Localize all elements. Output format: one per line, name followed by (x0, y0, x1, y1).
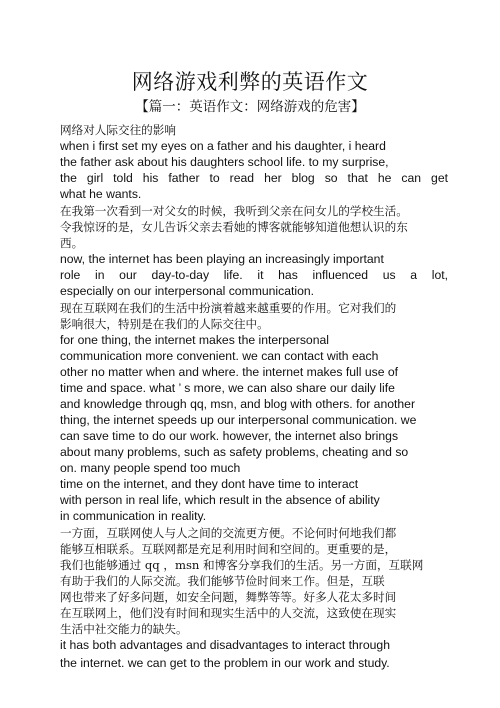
text-line: 我们也能够通过 qq ，msn 和博客分享我们的生活。另一方面，互联网 (60, 558, 424, 572)
text-line: time and space. what ’ s more, we can also share our daily life (60, 381, 395, 395)
text-line: 生活中社交能力的缺失。 (60, 622, 188, 636)
text-line: 网络对人际交往的影响 (60, 123, 176, 137)
text-line: 西。 (60, 236, 84, 250)
document-title: 网络游戏利弊的英语作文 (131, 70, 369, 94)
text-line: 网也带来了好多问题，如安全问题，舞弊等等。好多人花太多时间 (60, 590, 397, 604)
text-line: what he wants. (60, 187, 142, 201)
text-line: thing, the internet speeds up our interpersonal communication. we (60, 413, 417, 427)
text-line: now, the internet has been playing an increasingly important (60, 252, 384, 266)
text-line: especially on our interpersonal communication. (60, 284, 315, 298)
text-line: 一方面，互联网使人与人之间的交流更方便。不论何时何地我们都 (60, 526, 397, 540)
text-line: other no matter when and where. the internet makes full use of (60, 365, 399, 379)
document-subtitle: 【篇一：英语作文：网络游戏的危害】 (135, 99, 365, 115)
text-line: with person in real life, which result in the absence of ability (60, 493, 380, 507)
text-line: on. many people spend too much (60, 461, 241, 475)
text-line: 能够互相联系。互联网都是充足利用时间和空间的。更重要的是， (60, 542, 397, 556)
text-line: about many problems, such as safety problems, cheating and so (60, 445, 409, 459)
text-line: for one thing, the internet makes the interpersonal (60, 333, 329, 347)
text-line: when i first set my eyes on a father and his daughter, i heard (60, 139, 386, 153)
text-line: 在我第一次看到一对父女的时候，我听到父亲在问女儿的学校生活。 (60, 204, 408, 218)
text-line: the girl told his father to read her blog so that he can get (60, 171, 448, 185)
text-line: time on the internet, and they dont have time to interact (60, 477, 359, 491)
text-line: 现在互联网在我们的生活中扮演着越来越重要的作用。它对我们的 (60, 301, 397, 315)
text-line: 令我惊讶的是，女儿告诉父亲去看她的博客就能够知道他想认识的东 (60, 220, 408, 234)
text-line: can save time to do our work. however, the internet also brings (60, 429, 399, 443)
text-line: and knowledge through qq, msn, and blog with others. for another (60, 397, 416, 411)
text-line: 有助于我们的人际交流。我们能够节俭时间来工作。但是，互联 (60, 574, 385, 588)
text-line: communication more convenient. we can contact with each (60, 349, 379, 363)
text-line: 在互联网上，他们没有时间和现实生活中的人交流，这致使在现实 (60, 606, 397, 620)
text-line: role in our day-to-day life. it has influenced us a lot, (60, 268, 448, 282)
text-line: the father ask about his daughters school life. to my surprise, (60, 155, 389, 169)
text-line: it has both advantages and disadvantages to interact through (60, 638, 390, 652)
text-line: the internet. we can get to the problem in our work and study. (60, 656, 390, 670)
text-line: in communication in reality. (60, 509, 207, 523)
text-line: 影响很大，特别是在我们的人际交往中。 (60, 317, 269, 331)
